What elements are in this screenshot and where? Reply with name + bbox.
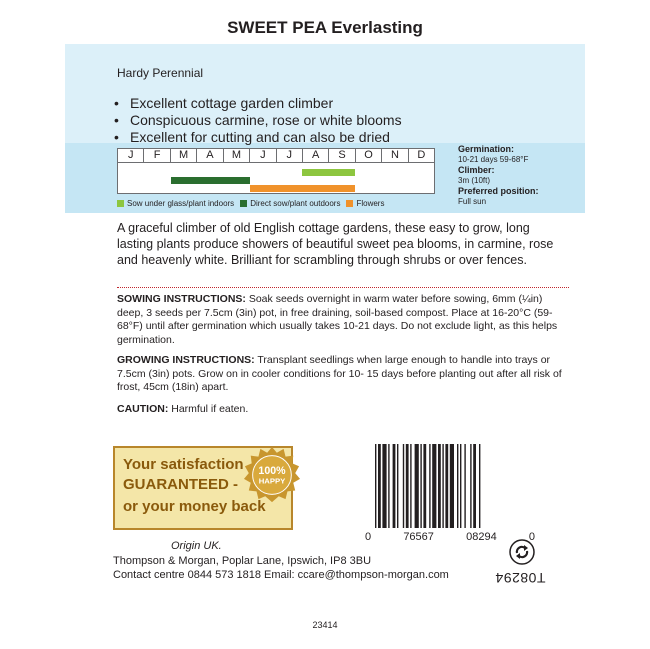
barcode-bar [375, 444, 376, 528]
barcode-bar [420, 444, 421, 528]
sowing-heading: SOWING INSTRUCTIONS: [117, 293, 246, 305]
seal-happy: HAPPY [258, 476, 286, 486]
seal-icon [243, 446, 301, 504]
barcode-bar [445, 444, 448, 528]
barcode-bar [378, 444, 381, 528]
barcode-bar [450, 444, 454, 528]
barcode-bar [397, 444, 398, 528]
growing-text: Transplant seedlings when large enough to handle into trays or 7.5cm (3in) pots. Grow on in cooler conditions for 10- 15 days before planting out after all risk of frost, 45cm (18in) apart. [117, 354, 562, 393]
address: Thompson & Morgan, Poplar Lane, Ipswich, IP8 3BU [113, 555, 372, 567]
barcode-bar [429, 444, 430, 528]
germination-value: 10-21 days 59-68°F [458, 154, 529, 164]
legend-label: Sow under glass/plant indoors [127, 199, 235, 208]
growing-heading: GROWING INSTRUCTIONS: [117, 354, 255, 366]
calendar-bar-flowers [250, 185, 355, 192]
caution [117, 403, 569, 417]
feature-item: • Excellent for cutting and can also be dried [114, 129, 402, 146]
barcode-digit: 76567 [403, 531, 434, 543]
feature-list [114, 95, 402, 146]
growing-info [458, 144, 583, 207]
barcode-bar [438, 444, 441, 528]
barcode-bar [382, 444, 386, 528]
month-label: O [356, 149, 382, 162]
barcode-bar [479, 444, 480, 528]
legend-swatch [346, 200, 353, 207]
barcode-bar [403, 444, 404, 528]
climber-value: 3m (10ft) [458, 175, 491, 185]
barcode-bar [460, 444, 461, 528]
calendar-legend [117, 199, 384, 208]
recycle-icon [509, 539, 535, 565]
barcode-bar [410, 444, 411, 528]
product-code: T08294 [495, 570, 546, 586]
month-label: F [144, 149, 170, 162]
guarantee-line-2: GUARANTEED - [123, 476, 238, 493]
legend-swatch [240, 200, 247, 207]
month-label: M [171, 149, 197, 162]
description: A graceful climber of old English cottage gardens, these easy to grow, long lasting plants produce showers of beautiful sweet pea blooms, in carmine, rose and heavenly white. Brilliant for scrambling through shrubs or over fences. [117, 221, 554, 267]
legend-item [346, 199, 384, 208]
month-row [118, 149, 434, 163]
dotted-divider [117, 287, 569, 288]
position-label: Preferred position: [458, 186, 539, 196]
month-label: M [224, 149, 250, 162]
month-label: J [118, 149, 144, 162]
position-value: Full sun [458, 196, 487, 206]
origin: Origin UK. [171, 540, 222, 552]
month-label: A [197, 149, 223, 162]
barcode-digit: 08294 [466, 531, 497, 543]
caution-heading: CAUTION: [117, 403, 169, 415]
sowing-calendar [117, 148, 435, 194]
month-label: J [277, 149, 303, 162]
barcode-bar [470, 444, 471, 528]
barcode-bar [464, 444, 465, 528]
barcode-bar [415, 444, 419, 528]
feature-item: • Excellent cottage garden climber [114, 95, 402, 112]
feature-item: • Conspicuous carmine, rose or white blooms [114, 112, 402, 129]
barcode-digit: 0 [528, 531, 535, 543]
germination-label: Germination: [458, 144, 515, 154]
plant-type: Hardy Perennial [117, 66, 204, 80]
calendar-bar-sow-indoors [302, 169, 355, 176]
legend-swatch [117, 200, 124, 207]
guarantee-line-1: Your satisfaction [123, 456, 244, 473]
barcode-bar [457, 444, 458, 528]
month-label: J [250, 149, 276, 162]
month-label: N [382, 149, 408, 162]
month-label: A [303, 149, 329, 162]
contact: Contact centre 0844 573 1818 Email: ccare@thompson-morgan.com [113, 569, 449, 581]
barcode-bar [442, 444, 443, 528]
legend-item [117, 199, 234, 208]
calendar-bar-direct-sow [171, 177, 250, 184]
sowing-instructions [117, 293, 569, 347]
barcode-bar [393, 444, 396, 528]
legend-item [240, 199, 340, 208]
barcode-bar [406, 444, 409, 528]
legend-label: Flowers [356, 199, 385, 208]
month-label: S [329, 149, 355, 162]
seal-percent: 100% [258, 465, 286, 478]
footer-number: 23414 [312, 620, 338, 630]
month-label: D [417, 149, 426, 161]
growing-instructions [117, 354, 569, 395]
barcode-bar [423, 444, 426, 528]
barcode-bar [473, 444, 476, 528]
sowing-text: Soak seeds overnight in warm water before sowing, 6mm (¼in) deep, 3 seeds per 7.5cm (3in) pot, in free draining, soil-based compost. Place at 16-20°C (59-68°F) until after germination which usually takes 10-21 days. Do not exclude light, as this helps germination. [117, 293, 558, 346]
barcode-bar [388, 444, 389, 528]
caution-text: Harmful if eaten. [168, 403, 249, 415]
legend-label: Direct sow/plant outdoors [250, 199, 341, 208]
barcode [371, 440, 521, 530]
climber-label: Climber: [458, 165, 495, 175]
barcode-bar [432, 444, 436, 528]
guarantee-line-3: or your money back [123, 498, 266, 515]
page-title: SWEET PEA Everlasting [227, 18, 423, 37]
barcode-digit: 0 [365, 531, 372, 543]
